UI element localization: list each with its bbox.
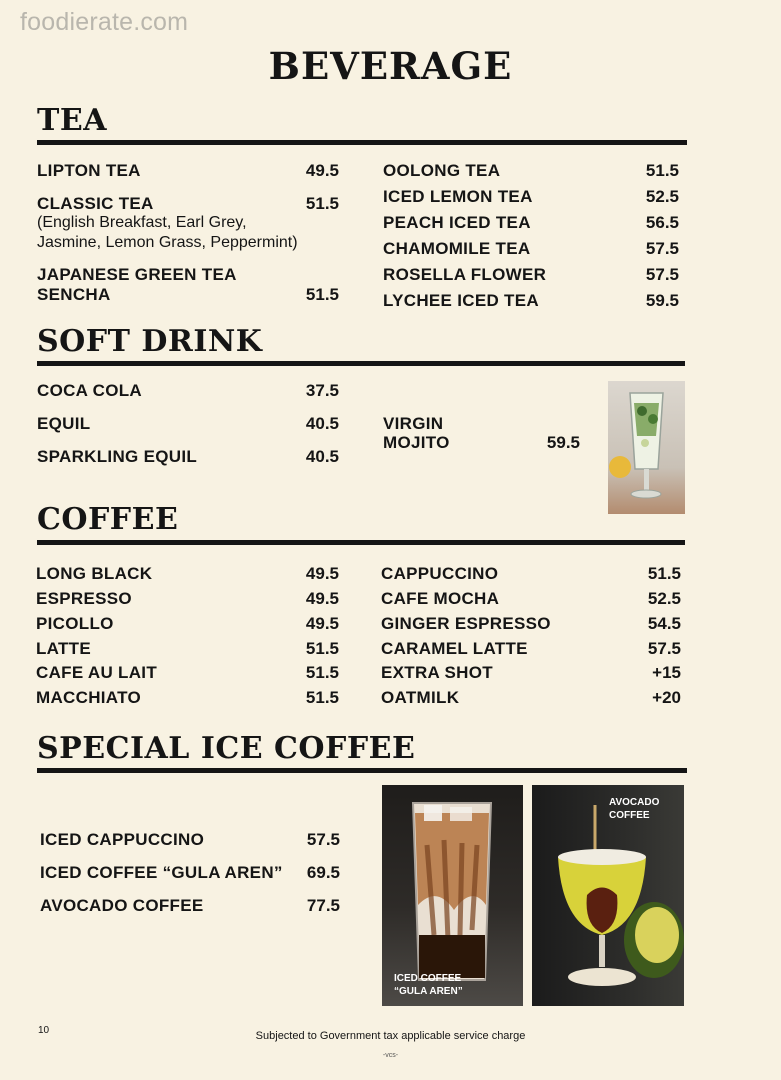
menu-item-price: 51.5 [645,161,679,180]
tea-rule [37,140,687,145]
menu-item-name: CHAMOMILE TEA [383,239,531,258]
special-ice-coffee-rule [37,768,687,773]
footer-note: Subjected to Government tax applicable service charge [255,1030,526,1042]
menu-item-name: SENCHA [37,285,111,304]
soft-drink-heading: SOFT DRINK [37,324,263,359]
menu-item-price: 56.5 [645,213,679,232]
menu-item-price: 51.5 [305,285,339,304]
menu-item-name: CARAMEL LATTE [381,639,528,658]
menu-item-name: EXTRA SHOT [381,663,493,682]
menu-item-price: 51.5 [305,194,339,213]
menu-item-name: CAFE MOCHA [381,589,500,608]
menu-item-description: Jasmine, Lemon Grass, Peppermint) [37,234,298,251]
menu-item-name: JAPANESE GREEN TEA [37,265,237,284]
avocado-glass-icon [532,785,684,1006]
menu-item-name: EQUIL [37,414,91,433]
coffee-heading: COFFEE [37,502,179,537]
menu-item-price: 54.5 [647,614,681,633]
menu-item-price: 49.5 [305,564,339,583]
menu-item-name: MACCHIATO [36,688,142,707]
menu-item-name: CAPPUCCINO [381,564,499,583]
menu-item-name: LYCHEE ICED TEA [383,291,539,310]
soft-drink-rule [37,361,685,366]
page-title: BEVERAGE [268,44,513,88]
mojito-glass-icon [608,381,685,514]
menu-item-name: LATTE [36,639,92,658]
menu-item-name: SPARKLING EQUIL [37,447,198,466]
menu-item-name: ESPRESSO [36,589,132,608]
avocado-coffee-photo [532,785,684,1006]
menu-item-price: 69.5 [306,863,340,882]
coffee-rule [37,540,685,545]
menu-item-name: OOLONG TEA [383,161,501,180]
menu-item-name: ICED CAPPUCCINO [40,830,205,849]
menu-item-price: 57.5 [645,239,679,258]
menu-item-name: PICOLLO [36,614,114,633]
menu-item-price: 57.5 [306,830,340,849]
menu-item-name: ICED LEMON TEA [383,187,533,206]
watermark: foodierate.com [20,8,189,36]
menu-item-price: 49.5 [305,161,339,180]
menu-item-price: 49.5 [305,614,339,633]
menu-item-name: GINGER ESPRESSO [381,614,551,633]
menu-item-name: LIPTON TEA [37,161,141,180]
menu-item-price: 77.5 [306,896,340,915]
menu-item-price: 57.5 [645,265,679,284]
menu-item-name: MOJITO [383,433,450,452]
special-ice-coffee-heading: SPECIAL ICE COFFEE [37,731,416,766]
menu-item-price: 37.5 [305,381,339,400]
photo-caption: “GULA AREN” [394,986,463,997]
menu-item-name: PEACH ICED TEA [383,213,531,232]
menu-item-name: ROSELLA FLOWER [383,265,547,284]
menu-item-price: 40.5 [305,414,339,433]
menu-item-name: ICED COFFEE “GULA AREN” [40,863,283,882]
virgin-mojito-photo [608,381,685,514]
menu-item-price: 52.5 [645,187,679,206]
menu-item-name: AVOCADO COFFEE [40,896,204,915]
menu-item-price: 52.5 [647,589,681,608]
photo-caption: ICED COFFEE [394,973,462,984]
menu-item-price: +20 [652,688,681,707]
page-number: 10 [38,1025,50,1036]
menu-item-price: 51.5 [305,663,339,682]
menu-item-price: 49.5 [305,589,339,608]
menu-item-price: +15 [652,663,681,682]
menu-item-name: COCA COLA [37,381,143,400]
menu-item-price: 57.5 [647,639,681,658]
photo-caption: AVOCADO [609,797,660,808]
menu-item-price: 51.5 [305,688,339,707]
menu-item-name: OATMILK [381,688,460,707]
menu-item-name: CAFE AU LAIT [36,663,158,682]
iced-coffee-gula-aren-photo [382,785,523,1006]
menu-item-price: 51.5 [305,639,339,658]
menu-item-price: 59.5 [645,291,679,310]
menu-item-name: CLASSIC TEA [37,194,154,213]
footer-code: -vcs- [382,1052,399,1059]
menu-item-price: 40.5 [305,447,339,466]
photo-caption: COFFEE [609,810,650,821]
tea-heading: TEA [37,103,107,138]
menu-item-price: 59.5 [546,433,580,452]
menu-item-name: VIRGIN [383,414,444,433]
menu-item-price: 51.5 [647,564,681,583]
menu-item-name: LONG BLACK [36,564,153,583]
menu-item-description: (English Breakfast, Earl Grey, [37,214,247,231]
